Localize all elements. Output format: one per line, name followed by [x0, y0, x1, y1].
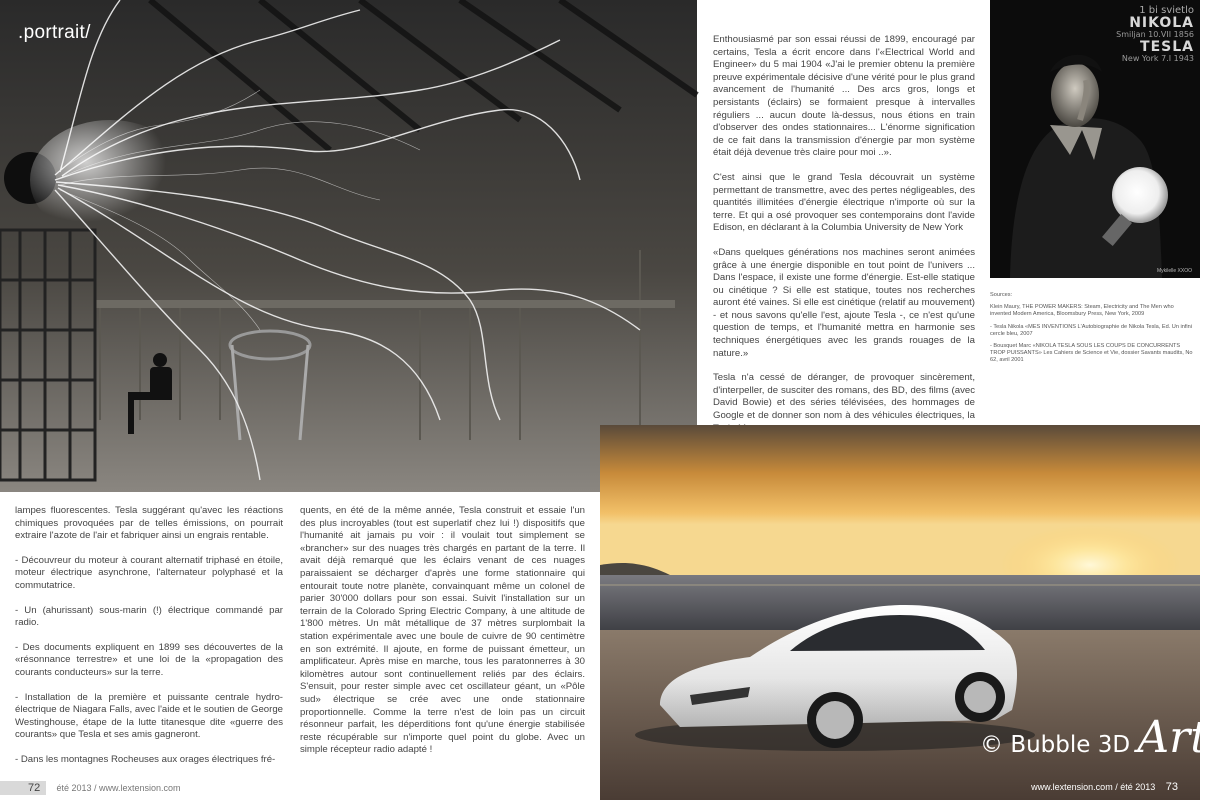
tesla-portrait-photo [990, 0, 1200, 278]
stamp-line: NIKOLA [1129, 15, 1194, 31]
paragraph: «Dans quelques générations nos machines seront animées grâce à une énergie disponible en tout point de l'univers ... Dans l'espace, il existe une forme d'énergie. Est-elle statique ou cinétique ? Si elle est statique, toutes nos recherches auront été vaines. Si elle est cinétique (relatif au mouvement) - et nous savons qu'elle l'est, ajoute Tesla -, ce n'est qu'une question de temps, et l'humanité mettra en harmonie ses techniques énergétiques avec les grands rouages de la nature.» [713, 246, 975, 359]
stamp-line: Smiljan 10.VII 1856 [1116, 30, 1194, 39]
section-tag: .portrait/ [18, 22, 91, 43]
footer-text: été 2013 / www.lextension.com [56, 783, 181, 793]
tesla-car-photo [600, 425, 1208, 800]
paragraph: - Découvreur du moteur à courant alternatif triphasé en étoile, moteur électrique asynchrone, l'alternateur polyphasé et la commutatrice. [15, 554, 283, 591]
photo-credit: Mykilelle XXOO [1156, 268, 1192, 274]
source-item: - Bousquet Marc «NIKOLA TESLA SOUS LES COUPS DE CONCURRENTS TROP PUISSANTS» Les Cahiers de Science et Vie, dossier Savants maudits, No 62, avril 2001 [990, 343, 1193, 364]
footer-left [0, 778, 300, 796]
page-number: 72 [0, 781, 46, 795]
paragraph: C'est ainsi que le grand Tesla découvrait un système permettant de transmettre, avec des pertes négligeables, des quantités illimitées d'énergie électrique n'importe où sur la terre. Et qui a osé provoquer ses contemporains dont l'avide Edison, en déclarant à la Columbia University de New York [713, 171, 975, 234]
watermark-art: Art [1137, 712, 1208, 763]
article-column-right [713, 34, 975, 472]
source-item: Klein Maury, THE POWER MAKERS: Steam, Electricity and The Men who invented Modern America, Bloomsbury Press, New York, 2009 [990, 304, 1174, 318]
sources-block [990, 292, 1196, 370]
stamp-line: New York 7.I 1943 [1121, 54, 1194, 63]
paragraph: - Des documents expliquent en 1899 ses découvertes de la «résonnance terrestre» et une loi de la «propagation des courants conducteurs» sur la terre. [15, 641, 283, 678]
source-item: - Tesla Nikola «MES INVENTIONS L'Autobiographie de Nikola Tesla, Ed. Un infini cercle bleu, 2007 [990, 323, 1193, 337]
stamp-line: TESLA [1140, 39, 1194, 55]
paragraph: quents, en été de la même année, Tesla construit et essaie l'un des plus incroyables (tout est superlatif chez lui !) dispositifs que l'humanité ait jamais pu voir : il voulait tout simplement se «brancher» sur des nuages très chargés en partant de la terre. Il avait déjà remarqué que les éclairs venant de ces nuages paraissaient se décharger d'après une forme stationnaire qui entourait toute notre planète, convainquant même un colonel de parier 30'000 dollars pour son essai. Suivit l'installation sur un terrain de la Colorado Spring Electric Company, à une altitude de 1'800 mètres. Un mât métallique de 37 mètres surplombait la station expérimentale avec une boule de cuivre de 90 centimètre en son extrémité. Il ajoute, en forme de puissant émetteur, un amplificateur. Après mise en marche, tous les paratonnerres à 30 kilomètres autour sont continuellement reliés par des éclairs. S'ensuit, pour rester simple avec cet oscillateur géant, un «Pôle sud» électrique se crée avec une onde stationnaire proportionnelle. Comme la terre n'est de loin pas un circuit résonneur parfait, les déperditions font qu'une énergie stabilisée reste récupérable sur n'importe quel point du globe. Avec un simple récepteur radio adapté ! [300, 505, 585, 756]
sources-title: Sources: [990, 292, 1013, 298]
paragraph: Tesla n'a cessé de déranger, de provoquer sincèrement, d'interpeller, de susciter des romans, des BD, des films (avec David Bowie) et des séries télévisées, des hommages de Google et de donner son nom à des véhicules électriques, la [713, 372, 975, 422]
paragraph: - Un (ahurissant) sous-marin (!) électrique commandé par radio. [15, 604, 283, 629]
paragraph: lampes fluorescentes. Tesla suggérant qu'avec les réactions chimiques provoquées par de telles émissions, on pourrait extraire l'azote de l'air et fabriquer ainsi un engrais rentable. [15, 505, 283, 542]
paragraph: Enthousiasmé par son essai réussi de 1899, encouragé par certains, Tesla a écrit encore dans l'«Electrical World and Engineer» du 5 mai 1904 «J'ai le premier obtenu la première preuve expérimentale décisive d'une vérité pour le plus grand avancement de l'humanité ... Des arcs gros, longs et persistants (éclairs) se formaient presque à intervalles réguliers ... aucun doute là-dessus, nous étions en train d'observer des ondes stationnaires... L'énorme signification de ce fait dans la transmission d'énergie par mon système était déjà devenue très claire pour moi ..». [713, 34, 975, 159]
copyright-symbol: © [980, 732, 1003, 758]
watermark-brand: Bubble 3D [1010, 732, 1131, 758]
watermark [980, 712, 1208, 763]
paragraph: - Installation de la première et puissante centrale hydro-électrique de Niagara Falls, avec l'aide et le soutien de George Westinghouse, étape de la lutte titanesque dite «guerre des courants» que Tesla et ses amis gagneront. [15, 691, 283, 741]
footer-text: www.lextension.com / été 2013 [1031, 782, 1156, 792]
article-column-left [15, 505, 283, 779]
tesla-lab-photo [0, 0, 697, 492]
article-column-middle [300, 505, 585, 769]
paragraph: - Dans les montagnes Rocheuses aux orages électriques fré- [15, 753, 276, 765]
footer-right [1031, 781, 1178, 793]
stamp-line: 1 bi svietlo [1139, 5, 1194, 16]
stamp [1102, 5, 1194, 65]
lab-photo-art [0, 0, 697, 492]
page-number: 73 [1165, 781, 1178, 793]
